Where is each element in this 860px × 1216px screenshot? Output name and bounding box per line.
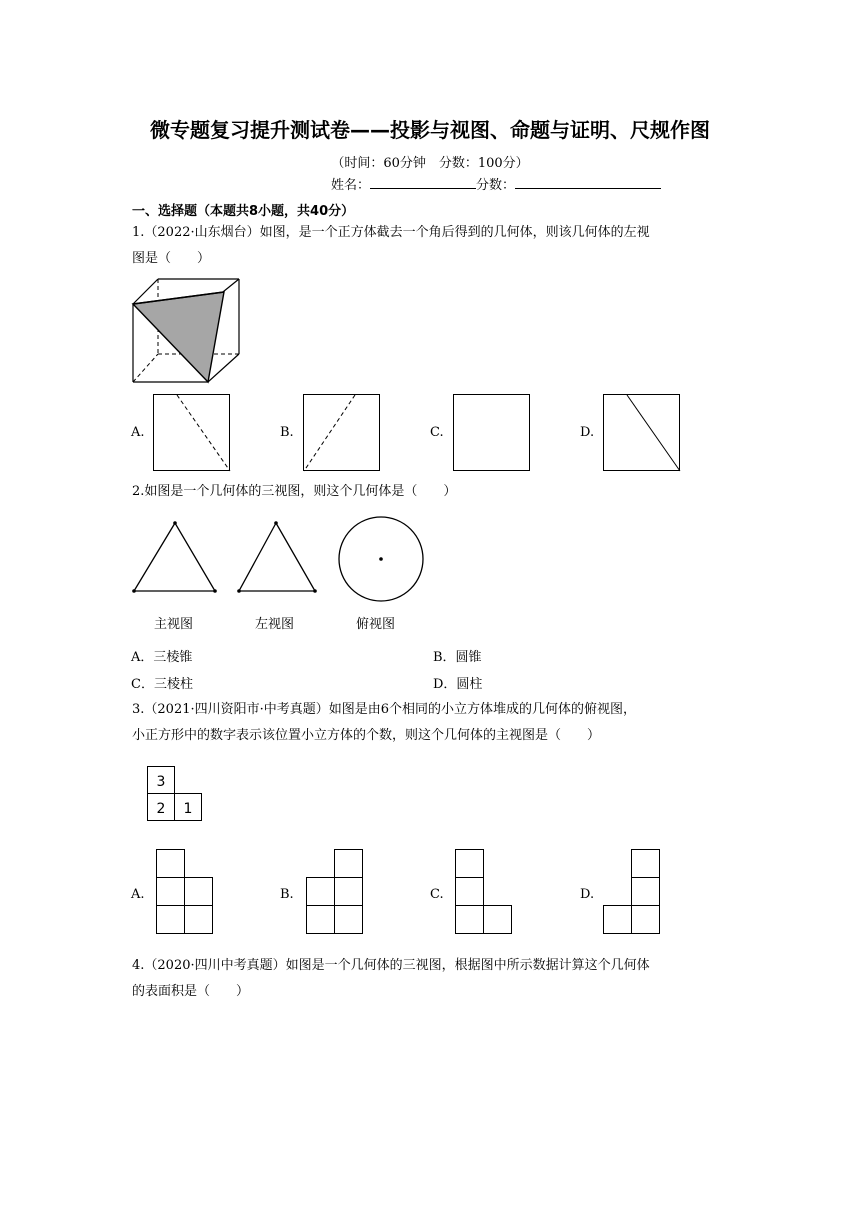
q1-option-d-figure[interactable]: [603, 394, 681, 472]
q1-option-a-figure[interactable]: [153, 394, 231, 472]
q2-option-a[interactable]: A．三棱锥: [131, 650, 193, 665]
q3-option-b-figure[interactable]: [306, 849, 364, 937]
question-line: 4.（2020·四川中考真题）如图是一个几何体的三视图，根据图中所示数据计算这个几何体: [132, 958, 650, 973]
side-view-triangle: [236, 520, 320, 594]
name-label: 姓名：: [331, 178, 371, 193]
q3-option-a-figure[interactable]: [156, 849, 214, 937]
top-view-caption: 俯视图: [356, 617, 396, 632]
question-line: 3.（2021·四川资阳市·中考真题）如图是由6个相同的小立方体堆成的几何体的俯视图，: [132, 702, 637, 717]
grid-number: 3: [156, 774, 166, 790]
cut-face: [133, 292, 224, 382]
q3-option-a-label[interactable]: A.: [131, 887, 145, 902]
q1-option-c-label[interactable]: C.: [430, 425, 444, 440]
question-line: 2.如图是一个几何体的三视图，则这个几何体是（ ）: [132, 484, 457, 499]
question-1-text: [132, 220, 650, 272]
side-view-caption: 左视图: [255, 617, 295, 632]
name-score-row: [331, 174, 661, 193]
q3-option-c-label[interactable]: C.: [430, 887, 444, 902]
q3-option-d-figure[interactable]: [603, 849, 661, 937]
question-line: 图是（ ）: [132, 251, 211, 266]
front-view-triangle: [131, 520, 219, 594]
q2-option-c[interactable]: C．三棱柱: [131, 677, 193, 692]
q2-option-d[interactable]: D．圆柱: [433, 677, 483, 692]
exam-info: （时间：60分钟 分数：100分）: [331, 156, 529, 171]
q1-option-d-label[interactable]: D.: [580, 425, 595, 440]
top-view-circle: [337, 515, 425, 603]
q1-option-b-label[interactable]: B.: [280, 425, 294, 440]
question-4-text: [132, 953, 650, 1005]
score-label: 分数：: [476, 178, 516, 193]
question-line: 的表面积是（ ）: [132, 984, 250, 999]
section-heading: 一、选择题（本题共8小题，共40分）: [132, 204, 355, 219]
truncated-cube-figure: [128, 274, 244, 386]
q2-option-b[interactable]: B．圆锥: [433, 650, 482, 665]
q3-option-c-figure[interactable]: [455, 849, 513, 937]
page-title: 微专题复习提升测试卷——投影与视图、命题与证明、尺规作图: [150, 118, 710, 142]
q3-option-b-label[interactable]: B.: [280, 887, 294, 902]
score-blank[interactable]: [515, 176, 661, 189]
q1-option-a-label[interactable]: A.: [131, 425, 145, 440]
grid-number: 2: [156, 801, 166, 817]
name-blank[interactable]: [370, 176, 476, 189]
question-2-text: [132, 479, 456, 505]
grid-number: 1: [183, 801, 193, 817]
q1-option-b-figure[interactable]: [303, 394, 381, 472]
question-line: 1.（2022·山东烟台）如图，是一个正方体截去一个角后得到的几何体，则该几何体的左视: [132, 225, 650, 240]
question-line: 小正方形中的数字表示该位置小立方体的个数，则这个几何体的主视图是（ ）: [132, 728, 601, 743]
q1-option-c-figure[interactable]: [453, 394, 531, 472]
q3-option-d-label[interactable]: D.: [580, 887, 595, 902]
question-3-text: [132, 697, 636, 749]
front-view-caption: 主视图: [154, 617, 194, 632]
top-view-number-grid: [147, 766, 205, 824]
